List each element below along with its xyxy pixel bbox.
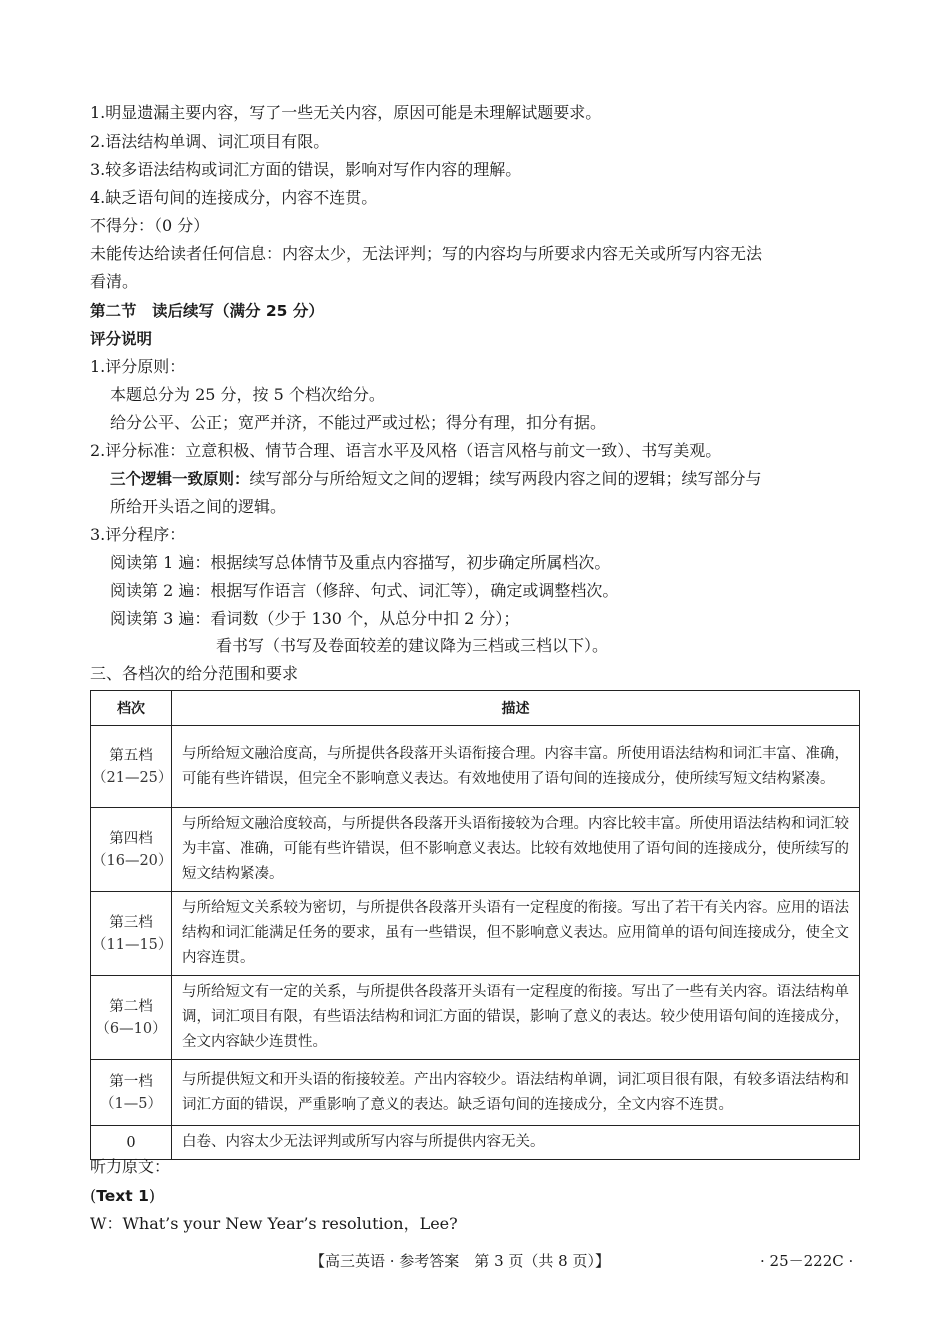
criteria-item-4: 4.缺乏语句间的连接成分，内容不连贯。 (90, 188, 378, 207)
table-row (91, 726, 860, 808)
standard-text: 2.评分标准：立意积极、情节合理、语言水平及风格（语言风格与前文一致）、书写美观。 (90, 441, 722, 460)
level-name: 第五档 (109, 747, 153, 764)
principle-text-2: 给分公平、公正；宽严并济，不能过严或过松；得分有理，扣分有据。 (110, 413, 607, 432)
level-range: （1—5） (100, 1095, 162, 1112)
footer-code: · 25－222C · (760, 1252, 854, 1270)
logic-principle-text-cont: 所给开头语之间的逻辑。 (110, 497, 287, 516)
grade-levels-heading: 三、各档次的给分范围和要求 (90, 664, 299, 683)
dialogue-line-w: W：What’s your New Year’s resolution，Lee? (90, 1214, 458, 1233)
level-cell (91, 1060, 172, 1126)
header-level: 档次 (91, 691, 172, 726)
grade-table-header (91, 691, 860, 726)
table-row (91, 808, 860, 892)
procedure-read-3-cont: 看书写（书写及卷面较差的建议降为三档或三档以下）。 (216, 636, 609, 655)
section-2-heading: 第二节 读后续写（满分 25 分） (90, 302, 324, 320)
level-cell (91, 808, 172, 892)
description-cell: 与所给短文关系较为密切，与所提供各段落开头语有一定程度的衔接。写出了若干有关内容。应用的语法结构和词汇能满足任务的要求，虽有一些错误，但不影响意义表达。应用简单的语句间连接成分，使全文内容连贯。 (172, 892, 860, 976)
table-row (91, 892, 860, 976)
description-cell: 与所给短文融洽度高，与所提供各段落开头语衔接合理。内容丰富。所使用语法结构和词汇丰富、准确，可能有些许错误，但完全不影响意义表达。有效地使用了语句间的连接成分，使所续写短文结构紧凑。 (172, 726, 860, 808)
text-1-title: Text 1 (96, 1187, 149, 1205)
description-cell: 与所提供短文和开头语的衔接较差。产出内容较少。语法结构单调，词汇项目很有限，有较多语法结构和词汇方面的错误，严重影响了意义的表达。缺乏语句间的连接成分，全文内容不连贯。 (172, 1060, 860, 1126)
procedure-read-3: 阅读第 3 遍：看词数（少于 130 个，从总分中扣 2 分）； (110, 609, 520, 628)
level-name: 第二档 (109, 998, 153, 1015)
footer-page-label: 【高三英语 · 参考答案 第 3 页（共 8 页）】 (310, 1252, 610, 1270)
zero-score-text-cont: 看清。 (90, 272, 139, 291)
level-name: 第一档 (109, 1073, 153, 1090)
table-row (91, 1126, 860, 1160)
level-range: （21—25） (92, 769, 173, 786)
level-name: 第三档 (109, 914, 153, 931)
header-description: 描述 (172, 691, 860, 726)
zero-score-text: 未能传达给读者任何信息：内容太少，无法评判；写的内容均与所要求内容无关或所写内容无法 (90, 244, 763, 263)
procedure-heading: 3.评分程序： (90, 525, 186, 544)
logic-principle-body: 续写部分与所给短文之间的逻辑；续写两段内容之间的逻辑；续写部分与 (249, 469, 762, 488)
criteria-item-1: 1.明显遗漏主要内容，写了一些无关内容，原因可能是未理解试题要求。 (90, 103, 602, 122)
procedure-read-2: 阅读第 2 遍：根据写作语言（修辞、句式、词汇等），确定或调整档次。 (110, 581, 619, 600)
rubric-heading: 评分说明 (90, 330, 153, 348)
description-cell: 与所给短文融洽度较高，与所提供各段落开头语衔接较为合理。内容比较丰富。所使用语法结构和词汇较为丰富、准确，可能有些许错误，但不影响意义表达。比较有效地使用了语句间的连接成分，使所续写的短文结构紧凑。 (172, 808, 860, 892)
level-name: 第四档 (109, 830, 153, 847)
level-range: （16—20） (92, 852, 173, 869)
zero-score-heading: 不得分：（0 分） (90, 216, 210, 235)
description-cell: 与所给短文有一定的关系，与所提供各段落开头语有一定程度的衔接。写出了一些有关内容。语法结构单调，词汇项目有限，有些语法结构和词汇方面的错误，影响了意义的表达。较少使用语句间的连接成分，全文内容缺少连贯性。 (172, 976, 860, 1060)
table-row (91, 976, 860, 1060)
level-name: 0 (126, 1134, 136, 1151)
criteria-item-2: 2.语法结构单调、词汇项目有限。 (90, 132, 330, 151)
level-cell (91, 1126, 172, 1160)
criteria-item-3: 3.较多语法结构或词汇方面的错误，影响对写作内容的理解。 (90, 160, 522, 179)
level-range: （6—10） (95, 1020, 167, 1037)
level-cell (91, 726, 172, 808)
procedure-read-1: 阅读第 1 遍：根据续写总体情节及重点内容描写，初步确定所属档次。 (110, 553, 611, 572)
level-cell (91, 892, 172, 976)
description-cell: 白卷、内容太少无法评判或所写内容与所提供内容无关。 (172, 1126, 860, 1160)
grade-table (90, 690, 860, 1160)
principle-heading: 1.评分原则： (90, 357, 186, 376)
listening-heading: 听力原文： (90, 1157, 171, 1176)
text-1-label: (Text 1) (90, 1186, 156, 1205)
table-row (91, 1060, 860, 1126)
level-range: （11—15） (92, 936, 173, 953)
principle-text-1: 本题总分为 25 分，按 5 个档次给分。 (110, 385, 385, 404)
level-cell (91, 976, 172, 1060)
logic-principle-label: 三个逻辑一致原则： (110, 470, 250, 488)
logic-principle-text (110, 468, 762, 490)
